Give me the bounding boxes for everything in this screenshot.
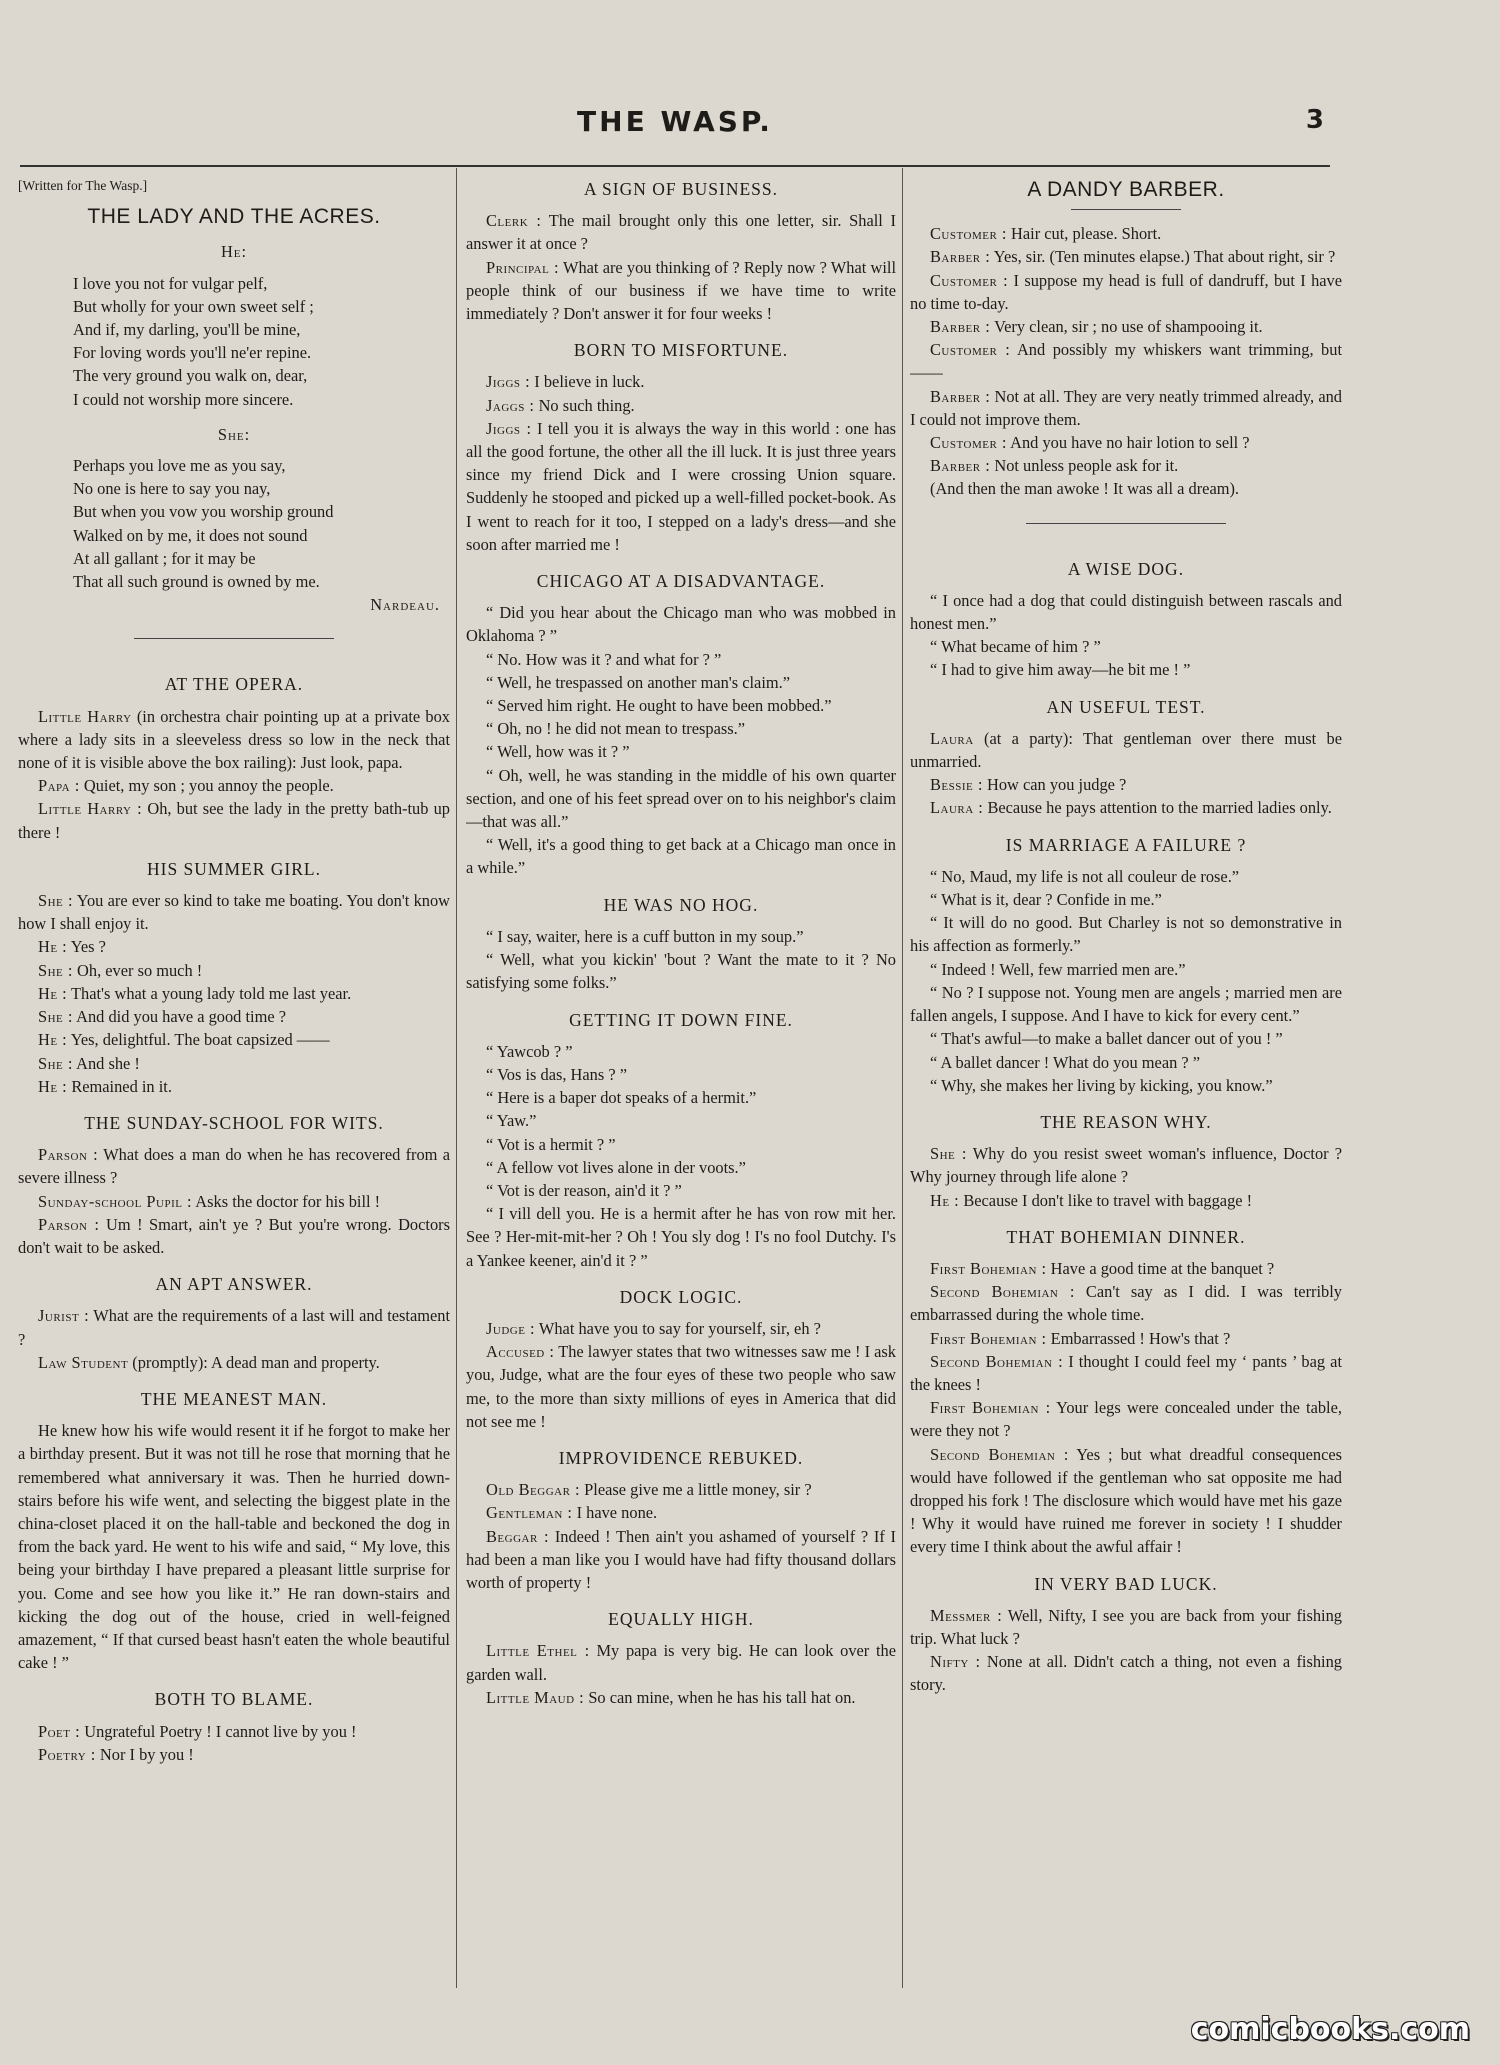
paragraph [910,1257,1342,1280]
paragraph [910,773,1342,796]
paragraph-text: “ Did you hear about the Chicago man who was mobbed in Oklahoma ? ” [466,603,896,646]
paragraph-text: (in orchestra chair pointing up at a private box where a lady sits in a sleeveless dress so low in the neck that none of it is visible above the box railing): Just look, papa. [18,706,450,773]
speaker-name: First Bohemian : [930,1258,1047,1278]
paragraph [18,1304,450,1350]
paragraph-text: Have a good time at the banquet ? [1046,1258,1275,1278]
speaker-name: Old Beggar : [486,1480,581,1500]
paragraph-text: “ I vill dell you. He is a hermit after he has von row mit her. See ? Her-mit-mit-her ? Oh ! You sly dog ! I's no fool Dutchy. I's a Yankee keener, ain'd it ? ” [466,1204,896,1270]
article-title: BOTH TO BLAME. [154,1689,314,1710]
watermark: comicbooks.com [1190,2012,1470,2047]
paragraph [466,1639,896,1685]
paragraph-text: None at all. Didn't catch a thing, not even a fishing story. [910,1652,1342,1695]
paragraph [910,1189,1342,1212]
paragraph [18,1743,450,1766]
paragraph [18,959,450,982]
paragraph-text: What does a man do when he has recovered from a severe illness ? [18,1145,450,1188]
paragraph [910,658,1342,681]
speaker-name: First Bohemian : [930,1328,1047,1348]
paragraph [18,1190,450,1213]
article [910,696,1342,820]
paragraph [18,1143,450,1189]
paragraph [910,911,1342,957]
paragraph [466,370,896,393]
paragraph-text: Quiet, my son ; you annoy the people. [79,776,334,796]
paragraph-text: Why do you resist sweet woman's influence, Doctor ? Why journey through life alone ? [910,1144,1342,1187]
speaker-name: Judge : [486,1318,536,1338]
paragraph-text: Very clean, sir ; no use of shampooing it. [990,317,1263,337]
paragraph-text: What have you to say for yourself, sir, eh ? [535,1318,821,1338]
verse-line: And if, my darling, you'll be mine, [73,320,301,340]
paragraph [466,648,896,671]
paragraph-text: You are ever so kind to take me boating. You don't know how I shall enjoy it. [18,891,450,934]
paragraph [18,935,450,958]
verse-line: The very ground you walk on, dear, [73,366,308,386]
article-title: THAT BOHEMIAN DINNER. [1006,1226,1246,1247]
paragraph [910,338,1342,384]
paragraph [466,833,896,879]
article [18,1112,450,1259]
paragraph-text: My papa is very big. He can look over the garden wall. [466,1641,896,1684]
paragraph-text: Oh, ever so much ! [72,960,203,980]
author-signature: Nardeau. [370,595,440,615]
paragraph [910,245,1342,268]
speaker-name: He : [930,1190,960,1210]
section-divider [134,638,334,639]
paragraph [466,1317,896,1340]
speaker-name: Little Harry : [38,799,143,819]
paragraph [18,889,450,935]
paragraph-text: Well, Nifty, I see you are back from your fishing trip. What luck ? [910,1605,1342,1648]
paragraph [910,865,1342,888]
paragraph-text: Yes, sir. (Ten minutes elapse.) That about right, sir ? [990,247,1336,267]
article-title: THE SUNDAY-SCHOOL FOR WITS. [84,1112,384,1133]
paragraph-text: Asks the doctor for his bill ! [192,1191,381,1211]
speaker-name: First Bohemian : [930,1398,1051,1418]
speaker-name: Jaggs : [486,395,535,415]
speaker-name: He : [38,983,68,1003]
article-title: IN VERY BAD LUCK. [1034,1573,1218,1594]
paragraph-text: “ Oh, no ! he did not mean to trespass.” [486,719,746,739]
speaker-name: Customer : [930,433,1007,453]
paragraph [18,982,450,1005]
verse-speaker: She: [217,424,251,444]
paragraph [18,705,450,775]
article-title: A SIGN OF BUSINESS. [583,179,779,199]
speaker-name: Second Bohemian : [930,1444,1069,1464]
paragraph-text: I thought I could feel my ‘ pants ’ bag at the knees ! [910,1351,1342,1394]
paragraph [466,671,896,694]
paragraph [910,1027,1342,1050]
paragraph-text: “ Vot is der reason, ain'd it ? ” [486,1180,682,1200]
verse-line: Perhaps you love me as you say, [73,456,286,476]
paragraph [466,1340,896,1433]
paragraph [910,1142,1342,1188]
paragraph-text: And you have no hair lotion to sell ? [1006,433,1250,453]
article-credit: [Written for The Wasp.] [18,178,148,193]
paragraph-text: “ What is it, dear ? Confide in me.” [930,890,1162,910]
paragraph [466,209,896,255]
paragraph-text: The mail brought only this one letter, sir. Shall I answer it at once ? [466,211,896,254]
speaker-name: Jurist : [38,1306,90,1326]
paragraph [466,1063,896,1086]
paragraph [910,635,1342,658]
masthead [20,105,1330,167]
speaker-name: Clerk : [486,211,542,231]
page-number: 3 [1305,105,1324,135]
section-divider [1026,523,1226,524]
paragraph-text: “ Well, he trespassed on another man's claim.” [486,672,791,692]
paragraph-text: Remained in it. [67,1076,172,1096]
article [466,570,896,880]
paragraph-text: “ Why, she makes her living by kicking, you know.” [930,1075,1273,1095]
speaker-name: Customer : [930,270,1009,290]
speaker-name: Second Bohemian : [930,1351,1064,1371]
paragraph-text: And possibly my whiskers want trimming, but —— [910,340,1342,383]
article [910,1111,1342,1212]
paragraph-text: And she ! [72,1053,140,1073]
paragraph [910,1604,1342,1650]
speaker-name: Little Maud : [486,1687,585,1707]
article-title: EQUALLY HIGH. [608,1609,754,1630]
paragraph-text: “ No. How was it ? and what for ? ” [486,649,722,669]
paragraph-text: Indeed ! Then ain't you ashamed of yourself ? If I had been a man like you I would have had fifty thousand dollars worth of property ! [466,1526,896,1592]
paragraph-text: “ Oh, well, he was standing in the middle of his own quarter section, and one of his feet spread over on to his neighbor's claim—that was all.” [466,765,896,832]
paragraph [910,589,1342,635]
speaker-name: Barber : [930,317,991,337]
article [18,1273,450,1374]
paragraph-text: “ Served him right. He ought to have been mobbed.” [486,696,832,716]
speaker-name: Accused : [486,1342,555,1362]
paragraph [18,797,450,843]
article [910,558,1342,682]
paragraph-text: “ Well, how was it ? ” [486,742,630,762]
paragraph [466,394,896,417]
paragraph [466,601,896,647]
speaker-name: Sunday-school Pupil : [38,1191,193,1211]
article [910,178,1342,501]
speaker-name: Customer : [930,224,1007,244]
article-title: HE WAS NO HOG. [603,894,759,915]
speaker-name: She : [930,1144,967,1164]
paragraph [466,925,896,948]
paragraph [466,1501,896,1524]
speaker-name: Barber : [930,456,991,476]
paragraph [910,981,1342,1027]
verse-line: No one is here to say you nay, [73,479,271,499]
column-middle [466,170,896,2000]
speaker-name: Poetry : [38,1744,96,1764]
paragraph [910,958,1342,981]
paragraph-text: Oh, but see the lady in the pretty bath-tub up there ! [18,799,450,842]
speaker-name: Papa : [38,776,80,796]
article-title: A WISE DOG. [1067,558,1185,579]
paragraph-text: “ Indeed ! Well, few married men are.” [930,959,1186,979]
speaker-name: Gentleman : [486,1503,573,1523]
article-title: THE LADY AND THE ACRES. [87,205,381,229]
title-rule [1071,209,1181,210]
paragraph [910,385,1342,431]
column-divider [456,168,457,1988]
column-divider [902,168,903,1988]
paragraph-text: The lawyer states that two witnesses saw me ! I ask you, Judge, what are the four eyes of these two people who saw me, to the more than sixty millions of eyes in America that did not see me ! [466,1342,896,1431]
paragraph [18,1052,450,1075]
article [18,174,450,616]
article [18,1388,450,1674]
column-left [18,170,450,2000]
paragraph-text: Your legs were concealed under the table, were they not ? [910,1398,1342,1441]
paragraph-text: Please give me a little money, sir ? [580,1480,812,1500]
paragraph [466,256,896,326]
speaker-name: Barber : [930,247,991,267]
verse-stanza [18,454,450,593]
paragraph-text: Because I don't like to travel with baggage ! [959,1190,1253,1210]
speaker-name: Little Ethel : [486,1641,590,1661]
speaker-name: He : [38,937,68,957]
article-title: CHICAGO AT A DISADVANTAGE. [536,571,826,592]
paragraph-text: “ That's awful—to make a ballet dancer out of you ! ” [930,1029,1283,1049]
publication-title: THE WASP. [577,105,773,138]
paragraph [466,1133,896,1156]
verse-line: But when you vow you worship ground [73,502,334,522]
speaker-name: Principal : [486,257,560,277]
article [466,894,896,995]
verse-speaker: He: [220,242,248,262]
paragraph [466,1478,896,1501]
paragraph [466,717,896,740]
article [466,1009,896,1272]
paragraph-text: Ungrateful Poetry ! I cannot live by you ! [80,1721,357,1741]
verse-line: I could not worship more sincere. [73,389,294,409]
speaker-name: Barber : [930,386,991,406]
paragraph-text: “ Vot is a hermit ? ” [486,1134,616,1154]
paragraph-text: And did you have a good time ? [72,1007,286,1027]
speaker-name: Law Student [38,1352,129,1372]
paragraph-text: So can mine, when he has his tall hat on. [584,1687,856,1707]
paragraph [466,740,896,763]
paragraph [466,1202,896,1272]
paragraph [466,417,896,556]
speaker-name: Bessie : [930,775,983,795]
article-title: BORN TO MISFORTUNE. [573,340,789,361]
paragraph-text: I suppose my head is full of dandruff, but I have no time to-day. [910,270,1342,313]
paragraph [18,1720,450,1743]
speaker-name: She : [38,960,73,980]
paragraph [466,1109,896,1132]
paragraph-text: “ A fellow vot lives alone in der voots.” [486,1157,746,1177]
speaker-name: He : [38,1076,68,1096]
paragraph-text: Um ! Smart, ain't ye ? But you're wrong. Doctors don't wait to be asked. [18,1214,450,1257]
paragraph-text: What are you thinking of ? Reply now ? What will people think of our business if we have time to write immediately ? Don't answer it for four weeks ! [466,257,896,324]
paragraph-text: “ I had to give him away—he bit me ! ” [930,660,1191,680]
speaker-name: Jiggs : [486,418,532,438]
verse-line: For loving words you'll ne'er repine. [73,343,312,363]
article-title: THE MEANEST MAN. [140,1388,328,1409]
paragraph-text: No such thing. [534,395,635,415]
paragraph [910,1650,1342,1696]
paragraph [466,1525,896,1595]
speaker-name: She : [38,1007,73,1027]
paragraph-text: “ I once had a dog that could distinguish between rascals and honest men.” [910,590,1342,634]
paragraph-text: I have none. [572,1503,658,1523]
article-title: IMPROVIDENCE REBUKED. [558,1447,804,1468]
speaker-name: Poet : [38,1721,81,1741]
paragraph [910,269,1342,315]
verse-stanza [18,272,450,411]
article [466,1286,896,1433]
paragraph-text: Can't say as I did. I was terribly embarrassed during the whole time. [910,1282,1342,1325]
paragraph [466,948,896,994]
paragraph [466,1086,896,1109]
article [18,673,450,843]
paragraph-text: Yes, delightful. The boat capsized —— [67,1030,330,1050]
paragraph-text: Hair cut, please. Short. [1006,224,1162,244]
paragraph-text: “ It will do no good. But Charley is not so demonstrative in his affection as formerly.” [910,913,1342,956]
article [466,339,896,556]
paragraph-text: Nor I by you ! [95,1744,194,1764]
paragraph-text: “ Vos is das, Hans ? ” [486,1064,627,1084]
speaker-name: Laura [930,728,974,748]
paragraph [18,1028,450,1051]
paragraph-text: “ No ? I suppose not. Young men are angels ; married men are fallen angels, I suppose. And I have to kick for every cent.” [910,982,1342,1026]
paragraph [466,764,896,834]
speaker-name: Messmer : [930,1605,1003,1625]
paragraph [910,1443,1342,1559]
verse-line: I love you not for vulgar pelf, [73,273,268,293]
paragraph [910,454,1342,477]
article-title: THE REASON WHY. [1040,1111,1212,1132]
paragraph [18,1213,450,1259]
paragraph [910,1280,1342,1326]
paragraph [910,1350,1342,1396]
paragraph-text: That's what a young lady told me last year. [67,983,352,1003]
article [910,1226,1342,1559]
paragraph [466,694,896,717]
article [910,834,1342,1097]
paragraph [18,774,450,797]
speaker-name: She : [38,891,74,911]
paragraph [910,1396,1342,1442]
paragraph [910,1051,1342,1074]
verse-line: At all gallant ; for it may be [73,548,256,568]
paragraph-text: (at a party): That gentleman over there must be unmarried. [910,728,1342,772]
article-title: AN USEFUL TEST. [1046,696,1206,717]
paragraph [910,315,1342,338]
column-right [910,170,1342,2000]
article [910,1573,1342,1697]
paragraph [18,1351,450,1374]
paragraph-text: He knew how his wife would resent it if he forgot to make her a birthday present. But it was not till he rose that morning that he remembered what anniversary it was. Then he hurried down-stairs before his wife went, and selecting the biggest plate in the china-closet placed it on the hall-table and beckoned the dog in from the back yard. He went to his wife and said, “ My love, this being your birthday I have prepared a pleasant little surprise for you. Come and see how you like it.” He ran down-stairs and kicking the dog out of the house, cried in well-feigned amazement, “ If that cursed beast hasn't eaten the whole beautiful cake ! ” [18,1421,450,1673]
paragraph [910,888,1342,911]
paragraph-text: I believe in luck. [530,372,645,392]
article [18,1688,450,1766]
paragraph-text: “ Yaw.” [486,1111,537,1131]
paragraph [466,1040,896,1063]
article [18,858,450,1098]
paragraph-text: Yes ; but what dreadful consequences would have followed if the gentleman who sat opposite me had dropped his fork ! The disclosure which would have met his gaze ! Why it would have ruined me forever in society ! I shudder every time I think about the awful affair ! [910,1444,1342,1557]
verse-line: But wholly for your own sweet self ; [73,296,314,316]
paragraph-text: (promptly): A dead man and property. [128,1352,380,1372]
paragraph [910,1074,1342,1097]
paragraph-text: (And then the man awoke ! It was all a dream). [930,479,1240,499]
paragraph [910,727,1342,773]
speaker-name: Parson : [38,1145,99,1165]
paragraph [466,1686,896,1709]
article-title: HIS SUMMER GIRL. [146,858,321,879]
paragraph-text: “ Well, what you kickin' 'bout ? Want the mate to it ? No satisfying some folks.” [466,950,896,993]
paragraph-text: “ No, Maud, my life is not all couleur de rose.” [930,866,1240,886]
speaker-name: He : [38,1030,68,1050]
paragraph-text: “ I say, waiter, here is a cuff button in my soup.” [486,926,804,946]
speaker-name: She : [38,1053,73,1073]
paragraph-text: How can you judge ? [982,775,1127,795]
paragraph-text: “ Yawcob ? ” [486,1041,573,1061]
paragraph [910,222,1342,245]
paragraph [910,477,1342,500]
article [466,178,896,325]
paragraph [466,1179,896,1202]
speaker-name: Parson : [38,1214,100,1234]
speaker-name: Little Harry [38,706,132,726]
speaker-name: Laura : [930,798,984,818]
article-title: GETTING IT DOWN FINE. [569,1009,793,1030]
paragraph [18,1075,450,1098]
paragraph [18,1005,450,1028]
verse-line: Walked on by me, it does not sound [73,525,308,545]
speaker-name: Jiggs : [486,372,531,392]
paragraph-text: “ A ballet dancer ! What do you mean ? ” [930,1052,1201,1072]
paragraph [466,1156,896,1179]
speaker-name: Beggar : [486,1526,550,1546]
paragraph-text: “ Well, it's a good thing to get back at a Chicago man once in a while.” [466,835,896,878]
speaker-name: Second Bohemian : [930,1282,1075,1302]
article-title: A DANDY BARBER. [1027,178,1225,201]
article-title: AT THE OPERA. [164,674,304,695]
speaker-name: Customer : [930,340,1011,360]
paragraph [18,1419,450,1674]
paragraph [910,796,1342,819]
article-title: IS MARRIAGE A FAILURE ? [1005,834,1247,855]
article [466,1447,896,1594]
paragraph-text: Because he pays attention to the married ladies only. [983,798,1332,818]
paragraph-text: “ Here is a baper dot speaks of a hermit.” [486,1088,757,1108]
article [466,1608,896,1709]
speaker-name: Nifty : [930,1652,981,1672]
paragraph-text: I tell you it is always the way in this world : one has all the good fortune, the other all the ill luck. It is just three years since my friend Dick and I were crossing Union square. Suddenly he stooped and picked up a well-filled pocket-book. As I went to reach for it too, I stepped on a lady's dress—and she soon after married me ! [466,418,896,554]
paragraph-text: Not unless people ask for it. [990,456,1179,476]
article-title: AN APT ANSWER. [155,1274,313,1295]
paragraph [910,431,1342,454]
paragraph-text: “ What became of him ? ” [930,637,1101,657]
paragraph-text: Not at all. They are very neatly trimmed already, and I could not improve them. [910,386,1342,429]
article-title: DOCK LOGIC. [619,1286,743,1307]
verse-line: That all such ground is owned by me. [73,572,320,592]
paragraph-text: Embarrassed ! How's that ? [1046,1328,1231,1348]
paragraph [910,1327,1342,1350]
paragraph-text: What are the requirements of a last will and testament ? [18,1306,450,1349]
paragraph-text: Yes ? [67,937,106,957]
